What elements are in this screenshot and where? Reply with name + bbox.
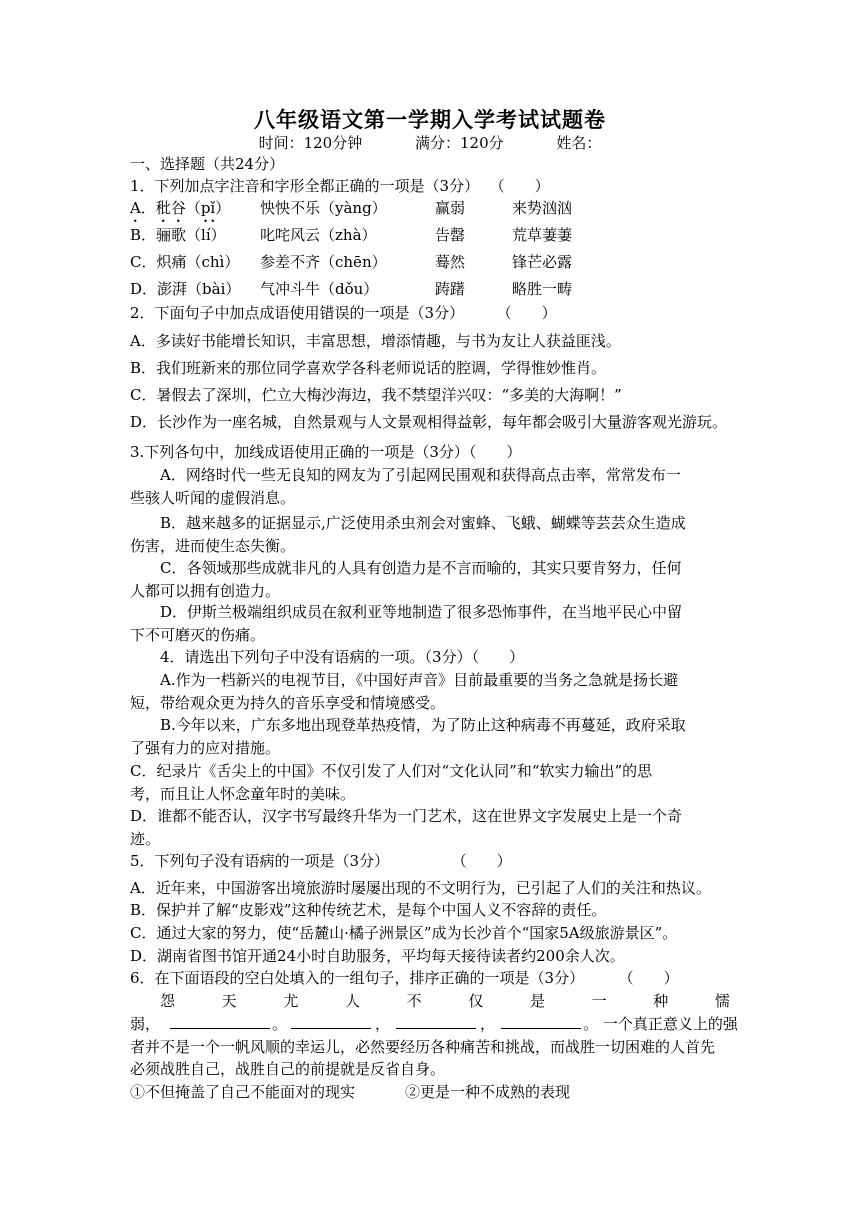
q6-passage-line1: 怨 天 尤 人 不 仅 是 一 种 懦: [160, 992, 730, 1010]
q2-answer-paren[interactable]: （ ）: [504, 304, 557, 322]
exam-time: 时间：120分钟: [258, 134, 363, 152]
q1-row-c: C．炽痛（chì）: [130, 253, 240, 271]
q3-option-a: A．网络时代一些无良知的网友为了引起网民围观和获得高点击率，常常发布一: [160, 466, 681, 484]
q2-stem: 2．下面句子中加点成语使用错误的一项是（3分） （ ）: [130, 304, 557, 322]
q5-option-a: A．近年来，中国游客出境旅游时屡屡出现的不文明行为，已引起了人们的关注和热议。: [130, 879, 711, 897]
q4-stem: 4．请选出下列句子中没有语病的一项。（3分）（ ）: [160, 648, 525, 666]
exam-meta: [0, 132, 860, 153]
q5-stem: 5．下列句子没有语病的一项是（3分） （ ）: [130, 852, 512, 870]
q6-choice-2: ②更是一种不成熟的表现: [405, 1083, 571, 1101]
q4-option-c: C．纪录片《舌尖上的中国》不仅引发了人们对“文化认同”和“软实力输出”的思: [130, 762, 653, 780]
q6-blank-3[interactable]: [396, 1014, 476, 1029]
q1-row-a: A．秕谷（pǐ）: [130, 199, 231, 217]
q6-blank-2[interactable]: [291, 1014, 371, 1029]
q5-option-d: D．湖南省图书馆开通24小时自助服务，平均每天接待读者约200余人次。: [130, 947, 625, 965]
q1-answer-paren[interactable]: （ ）: [497, 177, 550, 195]
section-heading: 一、选择题（共24分）: [130, 155, 285, 173]
q6-passage-line4: 必须战胜自己，战胜自己的前提就是反省自身。: [130, 1060, 446, 1078]
q4-option-b: B.今年以来，广东多地出现登革热疫情，为了防止这种病毒不再蔓延，政府采取: [160, 716, 686, 734]
q6-blank-4[interactable]: [501, 1014, 581, 1029]
q1-row-d: D．澎湃（bài）: [130, 280, 241, 298]
q2-option-b: B．我们班新来的那位同学喜欢学各科老师说话的腔调，学得惟妙惟肖。: [130, 359, 607, 377]
q3-option-c: C．各领域那些成就非凡的人具有创造力是不言而喻的，其实只要肯努力，任何: [160, 559, 682, 577]
q3-stem: 3.下列各句中，加线成语使用正确的一项是（3分）（ ）: [130, 443, 522, 461]
q5-option-b: B．保护并了解“皮影戏”这种传统艺术，是每个中国人义不容辞的责任。: [130, 901, 607, 919]
exam-page: 八年级语文第一学期入学考试试题卷 时间：120分钟 满分：120分 姓名： 一、选择题（共24分） 1．下列加点字注音和字形全都正确的一项是（3分） （ ） A．秕谷（pǐ） 怏怏不乐（yàng） 赢弱 来势汹汹 B．骊歌（lí） 叱咤风云（zhà） 告罄 荒草萋萋 C．炽痛（chì） 参差不齐（chēn） 蓦然 锋芒必露 D．澎湃（bài） 气冲斗牛（dǒu） 踌躇 略胜一畴 2．下面句子中加点成语使用错误的一项是（3分） （ ） A．多读好书能增长知识，丰富思想，增添情趣，与书为友让人获益匪浅。 B．我们班新来的那位同学喜欢学各科老师说话的腔调，学得惟妙惟肖。 C．暑假去了深圳，伫立大梅沙海边，我不禁望洋兴叹：“多美的大海啊！” D．长沙作为一座名城，自然景观与人文景观相得益彰，每年都会吸引大量游客观光游玩。 3.下列各句中，加线成语使用正确的一项是（3分）（ ） A．网络时代一些无良知的网友为了引起网民围观和获得高点击率，常常发布一 些骇人听闻的虚假消息。 B．越来越多的证据显示,广泛使用杀虫剂会对蜜蜂、飞蛾、蝴蝶等芸芸众生造成 伤害，进而使生态失衡。 C．各领域那些成就非凡的人具有创造力是不言而喻的，其实只要肯努力，任何 人都可以拥有创造力。 D．伊斯兰极端组织成员在叙利亚等地制造了很多恐怖事件，在当地平民心中留 下不可磨灭的伤痛。 4．请选出下列句子中没有语病的一项。（3分）（ ） A.作为一档新兴的电视节目，《中国好声音》目前最重要的当务之急就是扬长避 短，带给观众更为持久的音乐享受和情境感受。 B.今年以来，广东多地出现登革热疫情，为了防止这种病毒不再蔓延，政府采取 了强有力的应对措施。 C．纪录片《舌尖上的中国》不仅引发了人们对“文化认同”和“软实力输出”的思 考，而且让人怀念童年时的美味。 D．谁都不能否认，汉字书写最终升华为一门艺术，这在世界文字发展史上是一个奇 迹。 5．下列句子没有语病的一项是（3分） （ ） A．近年来，中国游客出境旅游时屡屡出现的不文明行为，已引起了人们的关注和热议。 B．保护并了解“皮影戏”这种传统艺术，是每个中国人义不容辞的责任。 C．通过大家的努力，使“岳麓山·橘子洲景区”成为长沙首个“国家5A级旅游景区”。 D．湖南省图书馆开通24小时自助服务，平均每天接待读者约200余人次。 6．在下面语段的空白处填入的一组句子，排序正确的一项是（3分） （ ） 怨 天 尤 人 不 仅 是 一 种 懦 弱， 。 ， ， 。 一个真正意义上的强 者并不是一个一帆风顺的幸运儿，必然要经历各种痛苦和挑战，而战胜一切困难的人首先 必须战胜自己，战胜自己的前提就是反省自身。 ①不但掩盖了自己不能面对的现实 ②更是一种不成熟的表现: [0, 0, 860, 1216]
q6-choice-1: ①不但掩盖了自己不能面对的现实: [130, 1083, 356, 1101]
q6-answer-paren[interactable]: （ ）: [626, 969, 679, 987]
q6-passage-line2: 弱， 。 ， ， 。 一个真正意义上的强: [130, 1015, 738, 1033]
q4-option-a: A.作为一档新兴的电视节目，《中国好声音》目前最重要的当务之急就是扬长避: [160, 671, 679, 689]
q5-option-c: C．通过大家的努力，使“岳麓山·橘子洲景区”成为长沙首个“国家5A级旅游景区”。: [130, 924, 678, 942]
exam-score: 满分：120分: [414, 134, 504, 152]
exam-name-field[interactable]: 姓名：: [556, 134, 602, 152]
q4-option-d: D．谁都不能否认，汉字书写最终升华为一门艺术，这在世界文字发展史上是一个奇: [130, 807, 683, 825]
q2-option-d: D．长沙作为一座名城，自然景观与人文景观相得益彰，每年都会吸引大量游客观光游玩。: [130, 413, 728, 431]
exam-title: 八年级语文第一学期入学考试试题卷: [254, 107, 606, 132]
q6-stem: 6．在下面语段的空白处填入的一组句子，排序正确的一项是（3分） （ ）: [130, 969, 679, 987]
q5-answer-paren[interactable]: （ ）: [459, 852, 512, 870]
q6-passage-line3: 者并不是一个一帆风顺的幸运儿，必然要经历各种痛苦和挑战，而战胜一切困难的人首先: [130, 1038, 716, 1056]
q3-option-d: D．伊斯兰极端组织成员在叙利亚等地制造了很多恐怖事件，在当地平民心中留: [160, 603, 683, 621]
q3-option-b: B．越来越多的证据显示,广泛使用杀虫剂会对蜜蜂、飞蛾、蝴蝶等芸芸众生造成: [160, 514, 686, 532]
q6-blank-1[interactable]: [170, 1014, 270, 1029]
q6-choices: [130, 1081, 570, 1103]
q1-row-b: B．骊歌（lí）: [130, 226, 226, 244]
q2-option-a: A．多读好书能增长知识，丰富思想，增添情趣，与书为友让人获益匪浅。: [130, 332, 621, 350]
q1-stem: 1．下列加点字注音和字形全都正确的一项是（3分） （ ）: [130, 177, 550, 195]
q2-option-c: C．暑假去了深圳，伫立大梅沙海边，我不禁望洋兴叹：“多美的大海啊！”: [130, 386, 622, 404]
